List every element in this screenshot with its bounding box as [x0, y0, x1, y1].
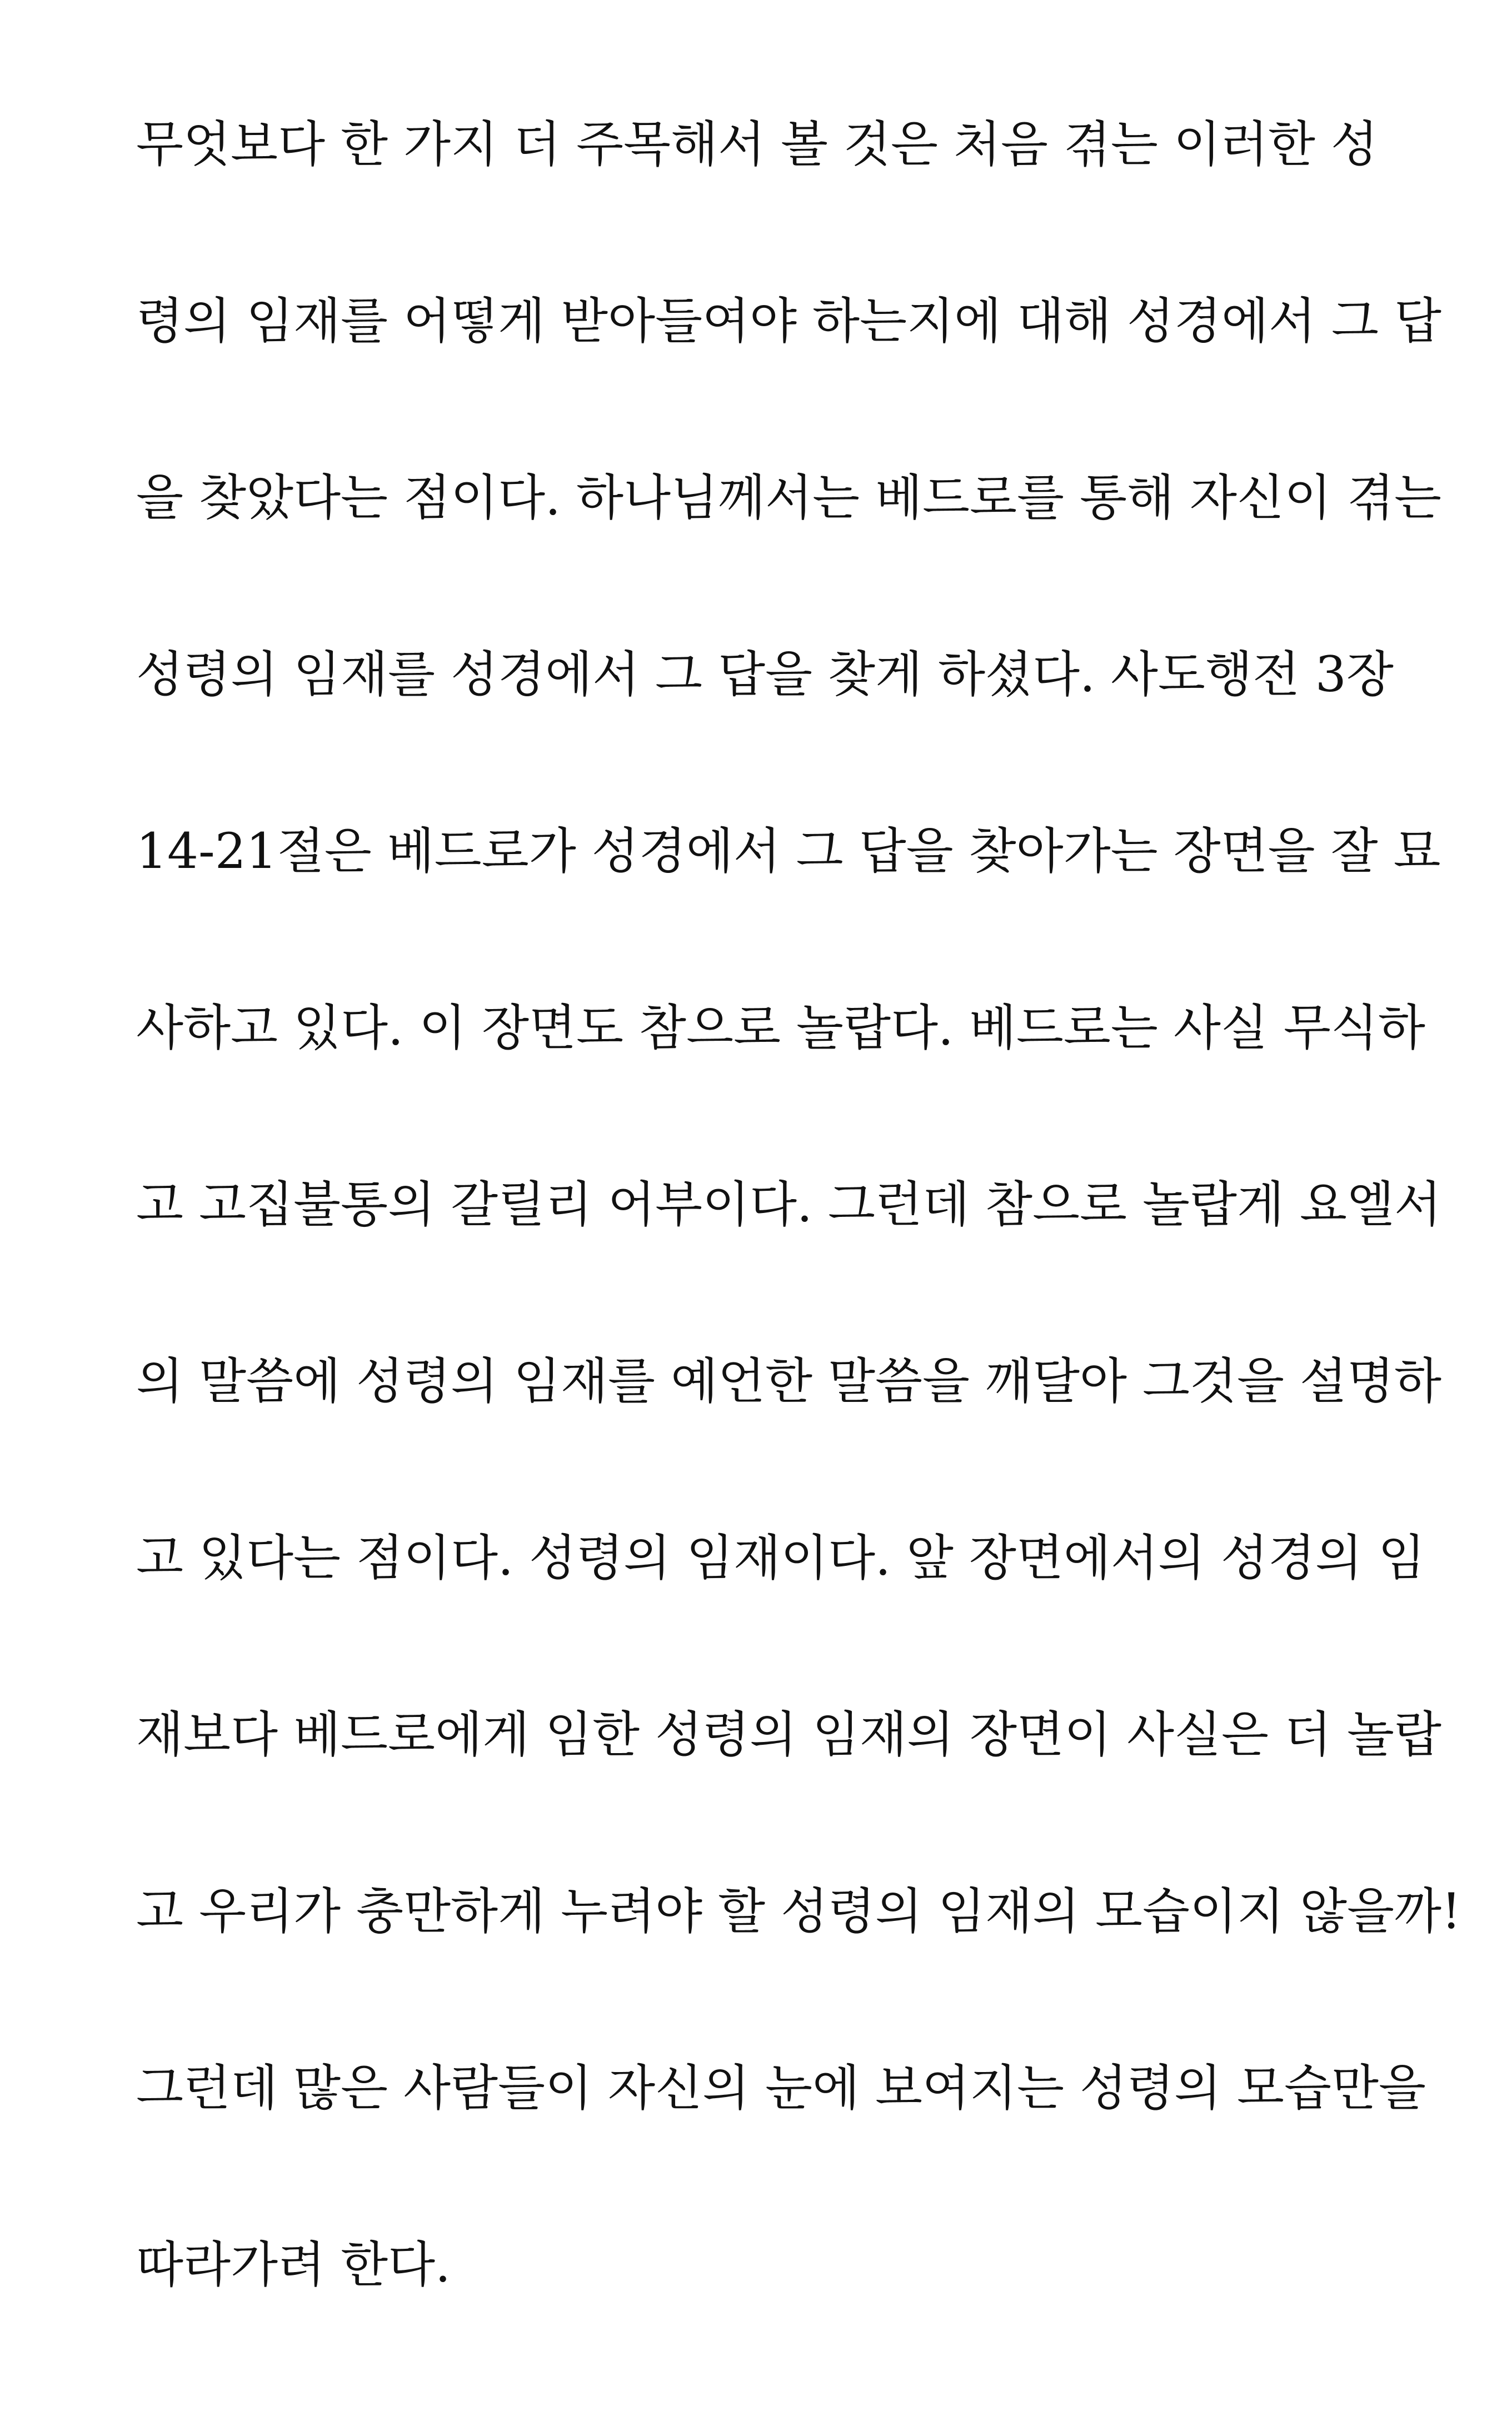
text-line-1: 무엇보다 한 가지 더 주목해서 볼 것은 처음 겪는 이러한 성 [136, 116, 1378, 173]
text-line-7: 고 고집불통의 갈릴리 어부이다. 그런데 참으로 놀랍게 요엘서 [136, 1176, 1441, 1233]
text-line-10: 재보다 베드로에게 임한 성령의 임재의 장면이 사실은 더 놀랍 [136, 1706, 1441, 1763]
text-line-12: 그런데 많은 사람들이 자신의 눈에 보여지는 성령의 모습만을 [136, 2059, 1426, 2117]
text-line-5: 14-21절은 베드로가 성경에서 그 답을 찾아가는 장면을 잘 묘 [136, 822, 1441, 880]
text-line-13: 따라가려 한다. [136, 2236, 451, 2293]
text-line-2: 령의 임재를 어떻게 받아들여야 하는지에 대해 성경에서 그 답 [136, 292, 1441, 350]
text-line-8: 의 말씀에 성령의 임재를 예언한 말씀을 깨달아 그것을 설명하 [136, 1352, 1441, 1410]
text-line-11: 고 우리가 충만하게 누려야 할 성령의 임재의 모습이지 않을까! [136, 1883, 1461, 1940]
text-line-9: 고 있다는 점이다. 성령의 임재이다. 앞 장면에서의 성경의 임 [136, 1529, 1425, 1586]
text-line-6: 사하고 있다. 이 장면도 참으로 놀랍다. 베드로는 사실 무식하 [136, 999, 1425, 1056]
text-line-4: 성령의 임재를 성경에서 그 답을 찾게 하셨다. 사도행전 3장 [136, 646, 1394, 703]
body-paragraph [136, 114, 1461, 2411]
text-line-3: 을 찾았다는 점이다. 하나님께서는 베드로를 통해 자신이 겪는 [136, 469, 1441, 526]
